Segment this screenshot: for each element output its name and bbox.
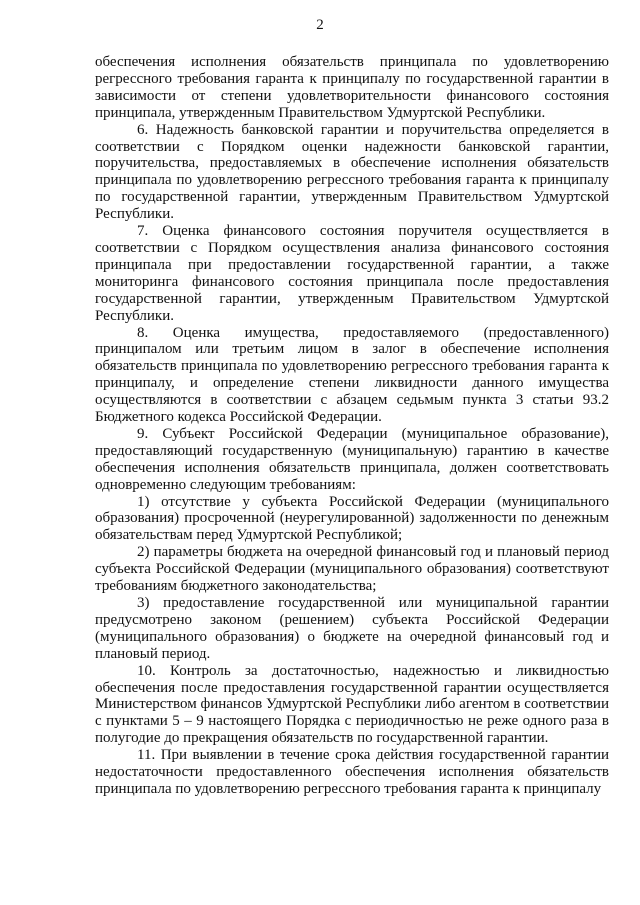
paragraph-item-9: 9. Субъект Российской Федерации (муниципальное образование), предоставляющий государственную (муниципальную) гарантию в качестве обеспечения исполнения обязательств принципала, должен соответствовать одновременно следующим требованиям: [95, 425, 609, 493]
subitem-9-2: 2) параметры бюджета на очередной финансовый год и плановый период субъекта Российской Федерации (муниципального образования) соответствуют требованиям бюджетного законодательства; [95, 544, 609, 595]
paragraph-item-10: 10. Контроль за достаточностью, надежностью и ликвидностью обеспечения после предоставления государственной гарантии осуществляется Министерством финансов Удмуртской Республики либо агентом в соответствии с пунктами 5 – 9 настоящего Порядка с периодичностью не реже одного раза в полугодие до прекращения обязательств по государственной гарантии. [95, 662, 609, 747]
paragraph-item-8: 8. Оценка имущества, предоставляемого (предоставленного) принципалом или третьим лицом в залог в обеспечение исполнения обязательств принципала по удовлетворению регрессного требования гаранта к принципалу, и определение степени ликвидности данного имущества осуществляются в соответствии с абзацем седьмым пункта 3 статьи 93.2 Бюджетного кодекса Российской Федерации. [95, 324, 609, 426]
subitem-9-3: 3) предоставление государственной или муниципальной гарантии предусмотрено законом (решением) субъекта Российской Федерации (муниципального образования) о бюджете на очередной финансовый год и плановый период. [95, 595, 609, 662]
paragraph-continuation: обеспечения исполнения обязательств принципала по удовлетворению регрессного требования гаранта к принципалу по государственной гарантии в зависимости от степени удовлетворительности финансового состояния принципала, утвержденным Правительством Удмуртской Республики. [95, 54, 609, 121]
document-body [95, 54, 609, 798]
paragraph-item-6: 6. Надежность банковской гарантии и поручительства определяется в соответствии с Порядком оценки надежности банковской гарантии, поручительства, предоставляемых в обеспечение исполнения обязательств принципала по удовлетворению регрессного требования гаранта к принципалу по государственной гарантии, утвержденным Правительством Удмуртской Республики. [95, 121, 609, 223]
page-number: 2 [316, 17, 324, 33]
paragraph-item-7: 7. Оценка финансового состояния поручителя осуществляется в соответствии с Порядком осуществления анализа финансового состояния принципала при предоставлении государственной гарантии, а также мониторинга финансового состояния принципала после предоставления государственной гарантии, утвержденным Правительством Удмуртской Республики. [95, 223, 609, 324]
subitem-9-1: 1) отсутствие у субъекта Российской Федерации (муниципального образования) просроченной (неурегулированной) задолженности по денежным обязательствам перед Удмуртской Республикой; [95, 493, 609, 544]
paragraph-item-11: 11. При выявлении в течение срока действия государственной гарантии недостаточности предоставленного обеспечения исполнения обязательств принципала по удовлетворению регрессного требования гаранта к принципалу [95, 747, 609, 797]
